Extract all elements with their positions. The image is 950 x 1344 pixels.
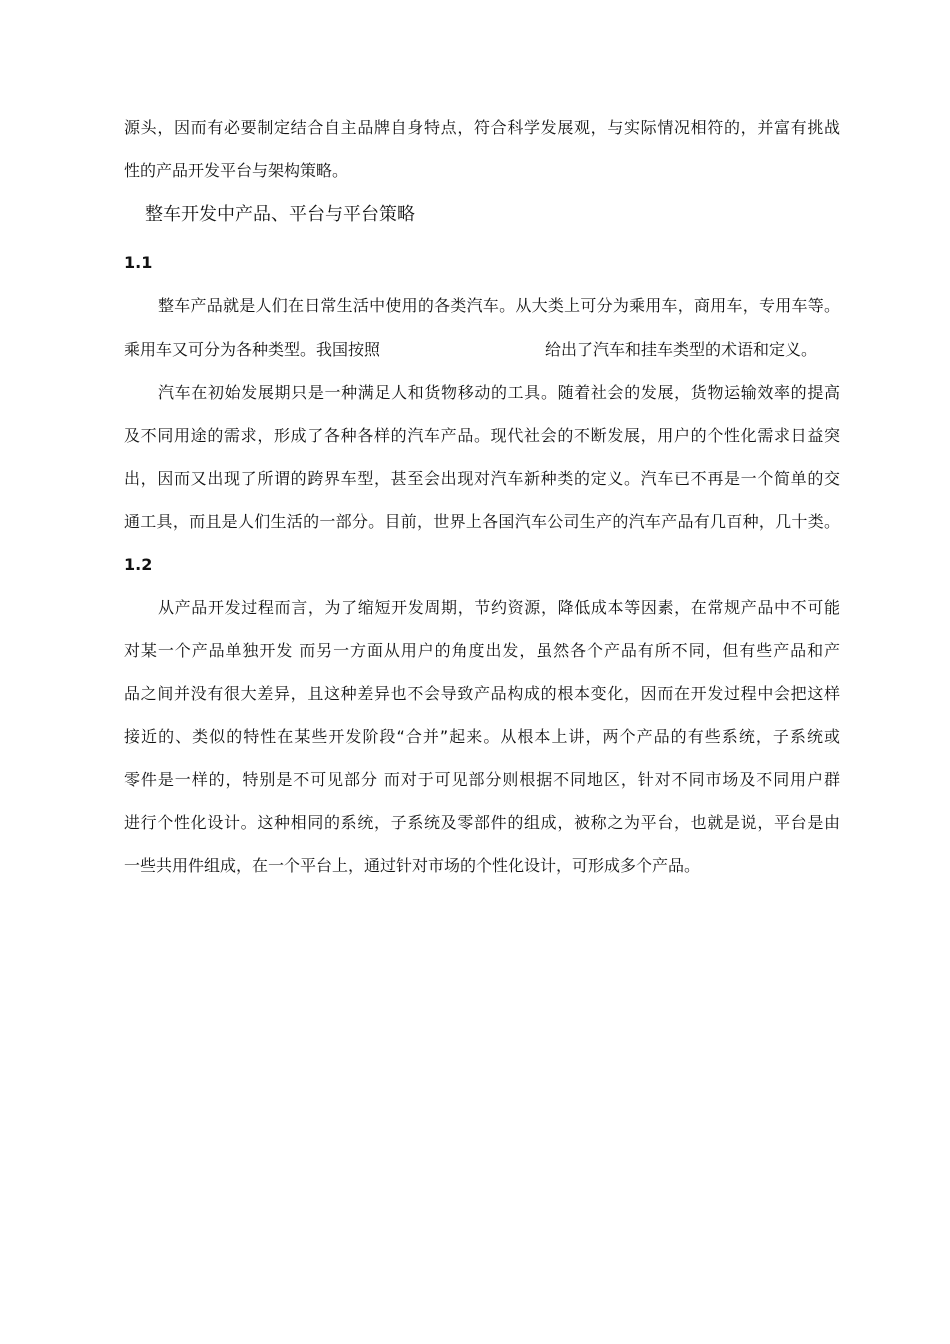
subsection-number-1-1: 1.1 — [124, 253, 153, 272]
p2-line-2: 及不同用途的需求，形成了各种各样的汽车产品。现代社会的不断发展，用户的个性化需求日益突 — [124, 426, 840, 445]
p3-line-6: 进行个性化设计。这种相同的系统，子系统及零部件的组成，被称之为平台，也就是说，平台是由 — [124, 813, 840, 832]
p3-line-7: 一些共用件组成，在一个平台上，通过针对市场的个性化设计，可形成多个产品。 — [124, 856, 701, 875]
p3-line-5: 零件是一样的，特别是不可见部分 而对于可见部分则根据不同地区，针对不同市场及不同用户群 — [124, 770, 840, 789]
p1-line-1: 整车产品就是人们在日常生活中使用的各类汽车。从大类上可分为乘用车，商用车，专用车等。 — [158, 296, 840, 315]
intro-line-1: 源头，因而有必要制定结合自主品牌自身特点，符合科学发展观，与实际情况相符的，并富有挑战 — [124, 118, 840, 137]
subsection-number-1-2: 1.2 — [124, 555, 153, 574]
p2-line-1: 汽车在初始发展期只是一种满足人和货物移动的工具。随着社会的发展，货物运输效率的提高 — [158, 383, 840, 402]
p2-line-3: 出，因而又出现了所谓的跨界车型，甚至会出现对汽车新种类的定义。汽车已不再是一个简单的交 — [124, 469, 840, 488]
p3-line-4: 接近的、类似的特性在某些开发阶段“合并”起来。从根本上讲，两个产品的有些系统，子系统或 — [124, 727, 840, 746]
p1-line-2-part-a: 乘用车又可分为各种类型。我国按照 — [124, 340, 381, 359]
p3-line-1: 从产品开发过程而言，为了缩短开发周期，节约资源，降低成本等因素，在常规产品中不可能 — [158, 598, 840, 617]
section-title: 整车开发中产品、平台与平台策略 — [145, 204, 415, 225]
p3-line-2: 对某一个产品单独开发 而另一方面从用户的角度出发，虽然各个产品有所不同，但有些产品和产 — [124, 641, 840, 660]
p2-line-4: 通工具，而且是人们生活的一部分。目前，世界上各国汽车公司生产的汽车产品有几百种，几十类。 — [124, 512, 840, 531]
p3-line-3: 品之间并没有很大差异，且这种差异也不会导致产品构成的根本变化，因而在开发过程中会把这样 — [124, 684, 840, 703]
intro-line-2: 性的产品开发平台与架构策略。 — [124, 161, 349, 180]
p1-line-2-part-b: 给出了汽车和挂车类型的术语和定义。 — [545, 340, 818, 359]
